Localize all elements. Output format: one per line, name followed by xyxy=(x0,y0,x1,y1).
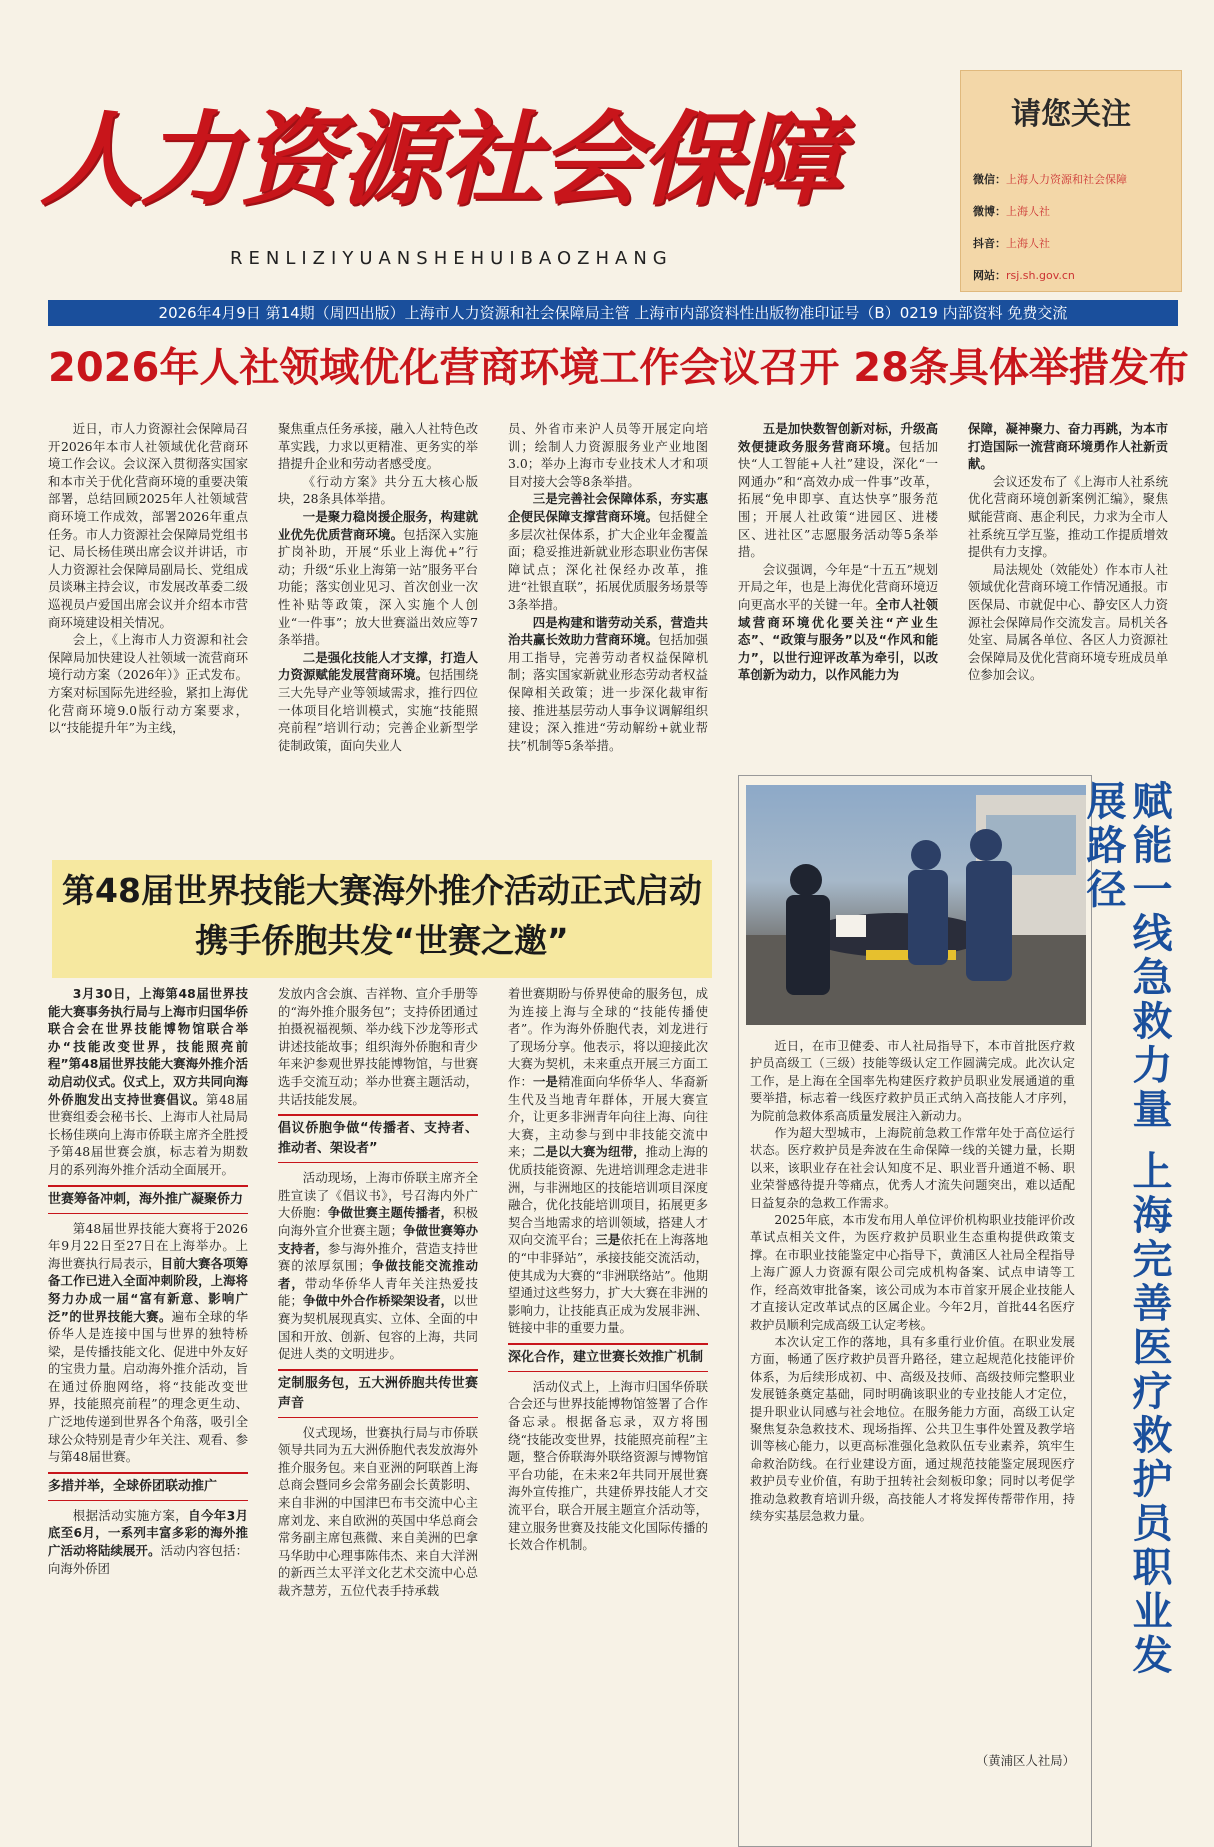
ambulance-scene-illustration xyxy=(746,785,1086,1025)
article2-col3: 着世赛期盼与侨界使命的服务包，成为连接上海与全球的“技能传播使者”。作为海外侨胞代表，刘龙进行了现场分享。他表示，将以迎接此次大赛为契机，未来重点开展三方面工作：一是精准面向华侨华人、华裔新生代及当地青年群体，开展大赛宣介，让更多非洲青年向往上海、向往大赛，主动参与到中非技能交流中来；二是以大赛为纽带，推动上海的优质技能资源、先进培训理念走进非洲，与非洲地区的技能培训项目深度融合，优化技能培训项目，拓展更多契合当地需求的培训领域，搭建人才双向交流平台；三是依托在上海落地的“中非驿站”，承接技能交流活动，使其成为大赛的“非洲联络站”。他期望通过这些努力，扩大大赛在非洲的影响力，让技能真正成为发展非洲、链接中非的重要力量。 深化合作，建立世赛长效推广机制 活动仪式上，上海市归国华侨联合会还与世界技能博物馆签署了合作备忘录。根据备忘录，双方将围绕“技能改变世界，技能照亮前程”主题，整合侨联海外联络资源与博物馆平台功能，在未来2年共同开展世赛海外宣传推广，共建侨界技能人才交流平台，联合开展主题宣介活动等，建立服务世赛及技能文化国际传播的长效合作机制。 xyxy=(508,986,708,1553)
article2-headline-line2: 携手侨胞共发“世赛之邀” xyxy=(195,921,569,960)
article2-headline-banner xyxy=(52,860,712,978)
article3-body: 近日，在市卫健委、市人社局指导下，本市首批医疗救护员高级工（三级）技能等级认定工作圆满完成。此次认定工作，是上海在全国率先构建医疗救护员职业发展通道的重要举措，标志着一线医疗救护员正式纳入高技能人才序列，为院前急救体系高质量发展注入新动力。 作为超大型城市，上海院前急救工作常年处于高位运行状态。医疗救护员是奔波在生命保障一线的关键力量，长期以来，该职业存在社会认知度不足、职业晋升通道不畅、职业荣誉感待提升等痛点，优秀人才流失问题突出，难以适配日益复杂的急救工作需求。 2025年底，本市发布用人单位评价机构职业技能评价改革试点相关文件，为医疗救护员职业生态重构提供政策支撑。在市职业技能鉴定中心指导下，黄浦区人社局全程指导上海广源人力资源有限公司完成机构备案、试点申请等工作，经高效审批备案，该公司成为本市首家开展企业技能人才直接认定改革试点的区属企业。今年2月，首批44名医疗救护员顺利完成高级工认定考核。 本次认定工作的落地，具有多重行业价值。在职业发展方面，畅通了医疗救护员晋升路径，建立起规范化技能评价体系，为后续形成初、中、高级及技师、高级技师完整职业发展链条奠定基础，同时明确该职业的专业技能人才定位，提升职业认同感与社会地位。在服务能力方面，高级工认定聚焦复杂急救技术、现场指挥、公共卫生事件处置及教学培训等核心能力，以更高标准强化急救队伍专业素养，筑牢生命救治防线。在行业建设方面，通过规范技能鉴定展现医疗救护员专业价值，有助于扭转社会刻板印象；同时以考促学推动急救教育培训升级，高技能人才将发挥传帮带作用，持续夯实基层急救力量。 xyxy=(750,1039,1075,1523)
article2-col2: 发放内含会旗、吉祥物、宣介手册等的“海外推介服务包”；支持侨团通过拍摄祝福视频、举办线下沙龙等形式讲述技能故事；组织海外侨胞和青少年来沪参观世界技能博物馆，与世赛选手交流互动；举办世赛主题活动，共话技能发展。 倡议侨胞争做“传播者、支持者、推动者、架设者” 活动现场，上海市侨联主席齐全胜宣读了《倡议书》，号召海内外广大侨胞：争做世赛主题传播者，积极向海外宣介世赛主题；争做世赛筹办支持者，参与海外推介，营造支持世赛的浓厚氛围；争做技能交流推动者，带动华侨华人青年关注热爱技能；争做中外合作桥梁架设者，以世赛为契机展现真实、立体、全面的中国和开放、创新、包容的上海，共同促进人类的文明进步。 定制服务包，五大洲侨胞共传世赛声音 仪式现场，世赛执行局与市侨联领导共同为五大洲侨胞代表发放海外推介服务包。来自亚洲的阿联酋上海总商会暨同乡会常务副会长黄影明、来自非洲的中国津巴布韦交流中心主席刘龙、来自欧洲的英国中华总商会常务副主席包燕微、来自美洲的巴拿马华助中心理事陈伟杰、来自大洋洲的新西兰太平洋文化艺术交流中心总裁齐慧芳，五位代表手持承载 xyxy=(278,986,478,1599)
article2-subhead-5: 深化合作，建立世赛长效推广机制 xyxy=(508,1343,708,1372)
issue-info-bar: 2026年4月9日 第14期（周四出版）上海市人力资源和社会保障局主管 上海市内部资料性出版物准印证号（B）0219 内部资料 免费交流 xyxy=(48,300,1178,326)
masthead-pinyin: RENLIZIYUANSHEHUIBAOZHANG xyxy=(230,248,673,269)
article1-col5: 保障，凝神聚力、奋力再跳，为本市打造国际一流营商环境勇作人社新贡献。 会议还发布了《上海市人社系统优化营商环境创新案例汇编》，聚焦赋能营商、惠企利民，力求为全市人社系统互学互鉴，推动工作提质增效提供有力支撑。 局法规处（效能处）作本市人社领域优化营商环境工作情况通报。市医保局、市就促中心、静安区人力资源社会保障局作交流发言。局机关各处室、局属各单位、各区人力资源社会保障局及优化营商环境专班成员单位参加会议。 xyxy=(968,421,1168,683)
article3-headline: 赋能一线急救力量 上海完善医疗救护员职业发展路径 xyxy=(1080,780,1172,1678)
article2-subhead-4: 定制服务包，五大洲侨胞共传世赛声音 xyxy=(278,1369,478,1418)
main-headline: 2026年人社领域优化营商环境工作会议召开 28条具体举措发布 xyxy=(48,345,1189,391)
article2-col1: 3月30日，上海第48届世界技能大赛事务执行局与上海市归国华侨联合会在世界技能博物馆联合举办“技能改变世界，技能照亮前程”第48届世界技能大赛海外推介活动启动仪式。仪式上，双方共同向海外侨胞发出支持世赛倡议。第48届世赛组委会秘书长、上海市人社局局长杨佳瑛向上海市侨联主席齐全胜授予第48届世赛会旗，标志着为期数月的系列海外推介活动全面展开。 世赛筹备冲刺，海外推广凝聚侨力 第48届世界技能大赛将于2026年9月22日至27日在上海举办。上海世赛执行局表示，目前大赛各项筹备工作已进入全面冲刺阶段，上海将努力办成一届“富有新意、影响广泛”的世界技能大赛。遍布全球的华侨华人是连接中国与世界的独特桥梁，是传播技能文化、促进中外友好的宝贵力量。启动海外推介活动，旨在通过侨胞网络，将“技能改变世界，技能照亮前程”的理念更生动、广泛地传递到世界各个角落，吸引全球公众特别是青少年关注、观看、参与第48届世赛。 多措并举，全球侨团联动推广 根据活动实施方案，自今年3月底至6月，一系列丰富多彩的海外推广活动将陆续展开。活动内容包括：向海外侨团 xyxy=(48,986,248,1576)
follow-us-box xyxy=(960,70,1182,292)
notice-row-wechat: 微信：上海人力资源和社会保障 xyxy=(973,173,1127,186)
article2-subhead-1: 世赛筹备冲刺，海外推广凝聚侨力 xyxy=(48,1185,248,1214)
follow-us-title: 请您关注 xyxy=(1011,97,1131,132)
article2-subhead-2: 多措并举，全球侨团联动推广 xyxy=(48,1472,248,1501)
article1-col3: 员、外省市来沪人员等开展定向培训；绘制人力资源服务业产业地图3.0；举办上海市专业技术人才和项目对接大会等8条举措。 三是完善社会保障体系，夯实惠企便民保障支撑营商环境。包括健全多层次社保体系，扩大企业年金覆盖面；稳妥推进新就业形态职业伤害保障试点；深化社保经办改革，推进“社银直联”，拓展优质服务场景等3条举措。 四是构建和谐劳动关系，营造共治共赢长效助力营商环境。包括加强用工指导，完善劳动者权益保障机制；落实国家新就业形态劳动者权益保障相关政策；进一步深化裁审衔接、推进基层劳动人事争议调解组织建设；深入推进“劳动解纷+就业帮扶”机制等5条举措。 xyxy=(508,421,708,753)
article3-byline: （黄浦区人社局） xyxy=(975,1753,1075,1768)
masthead-title: 人力资源社会保障 xyxy=(40,100,840,220)
article2-headline-line1: 第48届世界技能大赛海外推介活动正式启动 xyxy=(62,871,702,910)
article2-subhead-3: 倡议侨胞争做“传播者、支持者、推动者、架设者” xyxy=(278,1114,478,1163)
notice-row-website[interactable]: 网站：rsj.sh.gov.cn xyxy=(973,269,1075,282)
article1-col2: 聚焦重点任务承接，融入人社特色改革实践，力求以更精准、更务实的举措提升企业和劳动者感受度。 《行动方案》共分五大核心版块，28条具体举措。 一是聚力稳岗援企服务，构建就业优先优质营商环境。包括深入实施扩岗补助，开展“乐业上海优+”行动；升级“乐业上海第一站”服务平台功能；落实创业见习、首次创业一次性补贴等政策，深入实施个人创业“一件事”；放大世赛溢出效应等7条举措。 二是强化技能人才支撑，打造人力资源赋能发展营商环境。包括围绕三大先导产业等领域需求，推行四位一体项目化培训模式，实施“技能照亮前程”培训行动；完善企业新型学徒制政策，面向失业人 xyxy=(278,421,478,753)
notice-row-douyin: 抖音：上海人社 xyxy=(973,237,1050,250)
notice-row-weibo: 微博：上海人社 xyxy=(973,205,1050,218)
article1-col1: 近日，市人力资源社会保障局召开2026年本市人社领域优化营商环境工作会议。会议深入贯彻落实国家和本市关于优化营商环境的重要决策部署，总结回顾2025年人社领域营商环境工作成效，部署2026年重点任务。市人力资源社会保障局党组书记、局长杨佳瑛出席会议并讲话，市人力资源社会保障局副局长、党组成员谈琳主持会议，市发展改革委二级巡视员卢爱国出席会议并介绍本市营商环境建设相关情况。 会上，《上海市人力资源和社会保障局加快建设人社领域一流营商环境行动方案（2026年）》正式发布。方案对标国际先进经验，紧扣上海优化营商环境9.0版行动方案要求，以“技能提升年”为主线， xyxy=(48,421,248,736)
ambulance-photo xyxy=(746,785,1086,1025)
article1-col4: 五是加快数智创新对标，升级高效便捷政务服务营商环境。包括加快“人工智能+人社”建设，深化“一网通办”和“高效办成一件事”改革，拓展“免申即享、直达快享”服务范围；开展人社政策“进园区、进楼区、进社区”志愿服务活动等5条举措。 会议强调，今年是“十五五”规划开局之年，也是上海优化营商环境迈向更高水平的关键一年。全市人社领域营商环境优化要关注“产业生态”、“政策与服务”以及“作风和能力”，以世行迎评改革为牵引，以改革创新为动力，以作风能力为 xyxy=(738,421,938,683)
